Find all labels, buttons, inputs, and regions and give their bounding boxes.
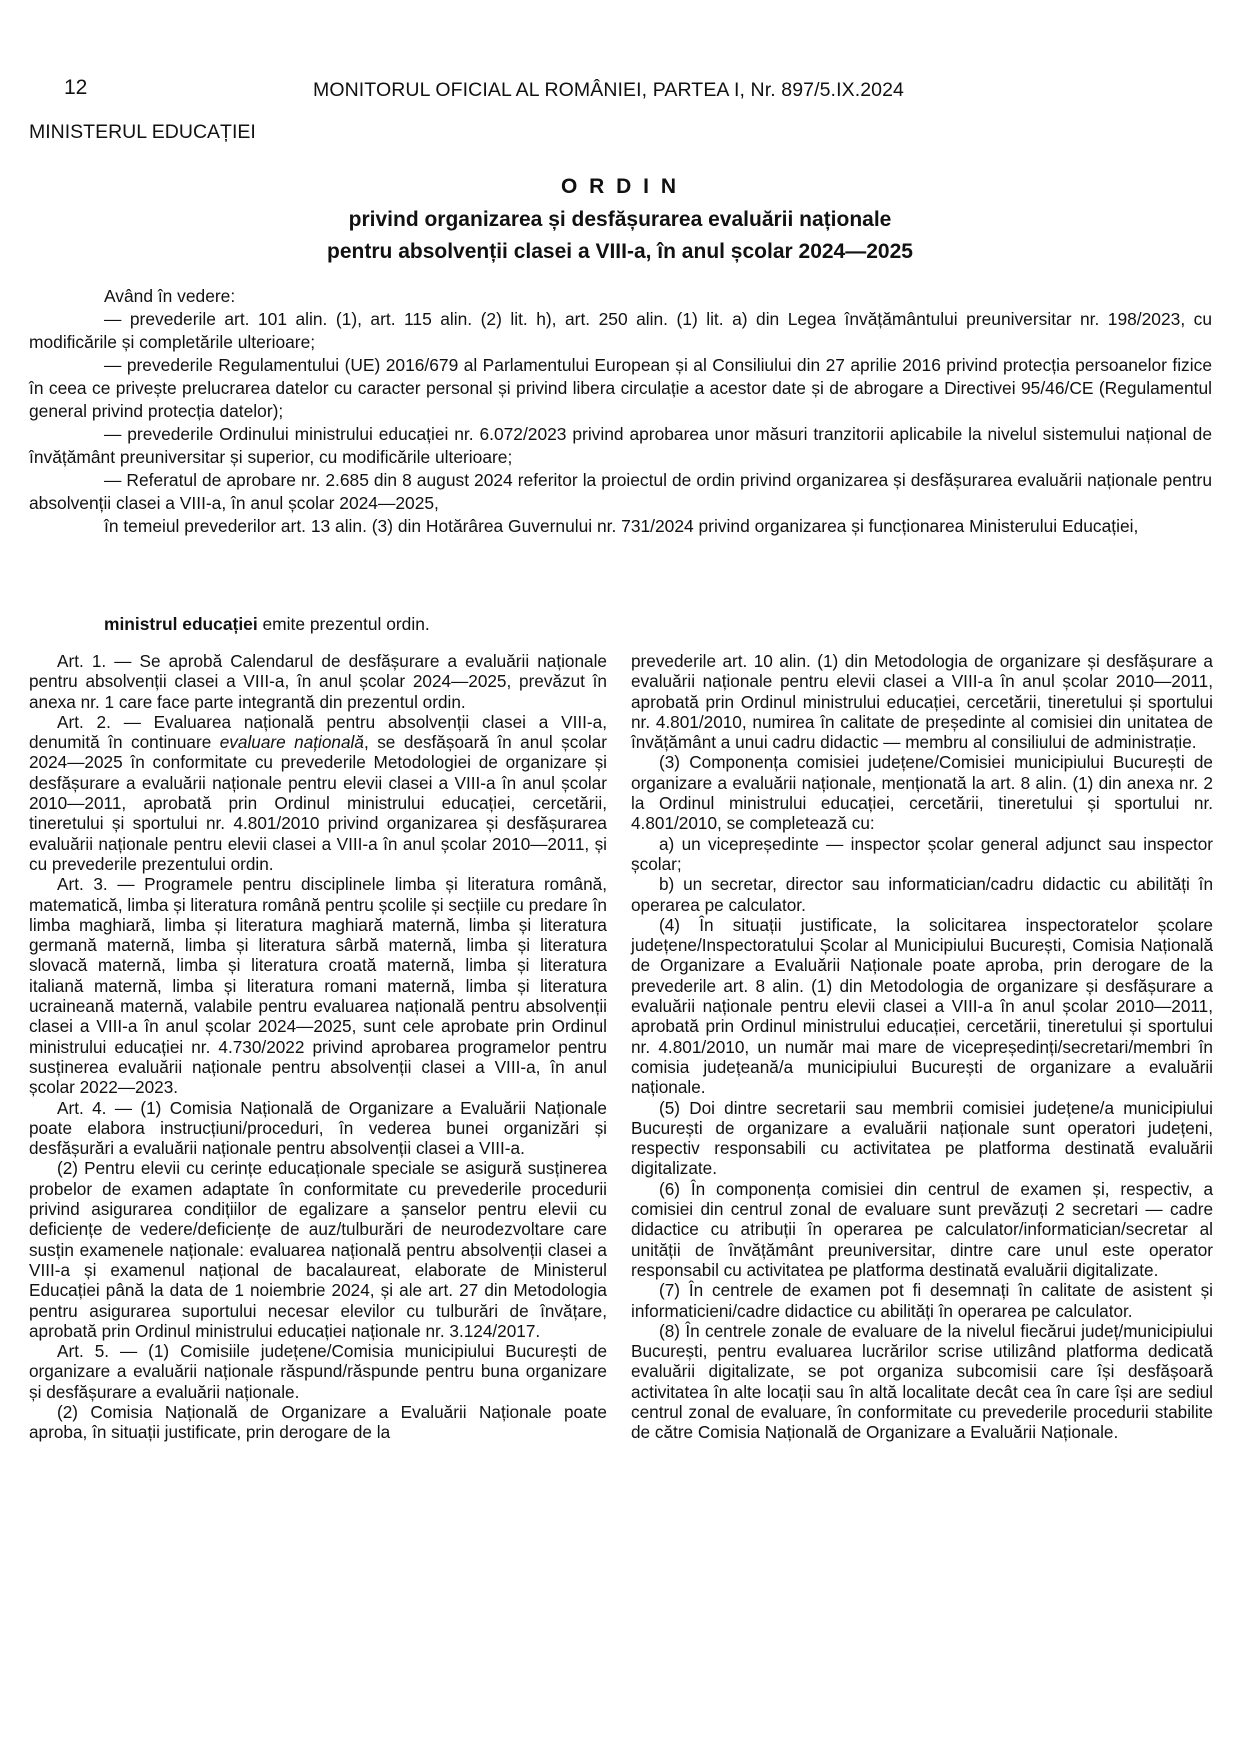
article-5-paragraph-3-b: b) un secretar, director sau informatician/cadru didactic cu abilități în operarea pe calculator. [631, 874, 1213, 915]
article-5-paragraph-8: (8) În centrele zonale de evaluare de la nivelul fiecărui județ/municipiului București, pentru evaluarea lucrărilor scrise utilizând platforma dedicată evaluării digitalizate, se pot organiza subcomisii care își desfășoară activitatea în alte locații sau în altă localitate decât cea în care își are sediul centrul zonal de evaluare, în conformitate cu prevederile procedurii stabilite de către Comisia Națională de Organizare a Evaluării Naționale. [631, 1320, 1213, 1443]
running-head: MONITORUL OFICIAL AL ROMÂNIEI, PARTEA I, Nr. 897/5.IX.2024 [313, 79, 904, 101]
preamble-item: în temeiul prevederilor art. 13 alin. (3) din Hotărârea Guvernului nr. 731/2024 privind organizarea și funcționarea Ministerului Educației, [104, 516, 1139, 536]
issuing-clause-text: emite prezentul ordin. [257, 614, 430, 634]
issuing-clause [104, 614, 430, 635]
article-5-paragraph-3: (3) Componența comisiei județene/Comisiei municipiului București de organizare a evaluării naționale, menționată la art. 8 alin. (1) din anexa nr. 2 la Ordinul ministrului educației, cercetării, tineretului și sportului nr. 4.801/2010, se completează cu: [631, 752, 1213, 834]
article-2-text: Art. 2. — Evaluarea națională pentru absolvenții clasei a VIII-a, denumită în continuare [29, 711, 607, 753]
preamble-item: — prevederile Regulamentului (UE) 2016/679 al Parlamentului European și al Consiliului din 27 aprilie 2016 privind protecția persoanelor fizice în ceea ce privește prelucrarea datelor cu caracter personal și privind libera circulație a acestor date și de abrogare a Directivei 95/46/CE (Regulamentul general privind protecția datelor); [29, 355, 1212, 421]
issuing-institution: MINISTERUL EDUCAȚIEI [29, 121, 256, 143]
preamble-item: — Referatul de aprobare nr. 2.685 din 8 august 2024 referitor la proiectul de ordin privind organizarea și desfășurarea evaluării naționale pentru absolvenții clasei a VIII-a, în anul școlar 2024—2025, [29, 470, 1212, 513]
article-5-paragraph-4: (4) În situații justificate, la solicitarea inspectoratelor școlare județene/Inspectoratului Școlar al Municipiului București, Comisia Națională de Organizare a Evaluării Naționale poate aproba, prin derogare de la prevederile art. 8 alin. (1) din Metodologia de organizare și desfășurare a evaluării naționale pentru elevii clasei a VIII-a în anul școlar 2010—2011, aprobată prin Ordinul ministrului educației, cercetării, tineretului și sportului nr. 4.801/2010, un număr mai mare de vicepreședinți/secretari/membri în comisia județeană/a municipiului București de organizare a evaluării naționale. [631, 914, 1213, 1098]
article-5-paragraph-3-a: a) un vicepreședinte — inspector școlar general adjunct sau inspector școlar; [631, 833, 1213, 874]
preamble-intro: Având în vedere: [104, 286, 236, 306]
article-4-paragraph-1: Art. 4. — (1) Comisia Națională de Organizare a Evaluării Naționale poate elabora instrucțiuni/proceduri, în vederea bunei organizări și desfășurări a evaluării naționale pentru absolvenții clasei a VIII-a. [29, 1097, 607, 1159]
article-5-paragraph-2: (2) Comisia Națională de Organizare a Evaluării Naționale poate aproba, în situații justificate, prin derogare de la [29, 1401, 607, 1443]
article-2-defined-term: evaluare națională [219, 732, 364, 753]
article-4-paragraph-2: (2) Pentru elevii cu cerințe educaționale speciale se asigură susținerea probelor de examen adaptate în conformitate cu prevederile procedurii privind asigurarea condițiilor de egalizare a șanselor pentru elevii cu deficiențe de vedere/deficiențe de auz/tulburări de neurodezvoltare care susțin examenele naționale: evaluarea națională pentru absolvenții clasei a VIII-a și examenul național de bacalaureat, elaborate de Ministerul Educației până la data de 1 noiembrie 2024, și ale art. 27 din Metodologia pentru asigurarea suportului necesar elevilor cu tulburări de învățare, aprobată prin Ordinul ministrului educației naționale nr. 3.124/2017. [29, 1158, 607, 1341]
article-5-paragraph-2-cont: prevederile art. 10 alin. (1) din Metodologia de organizare și desfășurare a evaluării naționale pentru elevii clasei a VIII-a în anul școlar 2010—2011, aprobată prin Ordinul ministrului educației, cercetării, tineretului și sportului nr. 4.801/2010, numirea în calitate de președinte al comisiei din unitatea de învățământ a unui cadru didactic — membru al consiliului de administrație. [631, 651, 1213, 753]
preamble [29, 285, 1212, 538]
article-2 [29, 712, 607, 874]
document-subtitle-line-1: privind organizarea și desfășurarea evaluării naționale [348, 208, 892, 231]
article-2-text-cont: , se desfășoară în anul școlar 2024—2025 în conformitate cu prevederile Metodologiei de organizare și desfășurare a evaluării naționale pentru elevii clasei a VIII-a în anul școlar 2010—2011, aprobată prin Ordinul ministrului educației, cercetării, tineretului și sportului nr. 4.801/2010 privind organizarea și desfășurarea evaluării naționale pentru elevii clasei a VIII-a în anul școlar 2010—2011, și cu prevederile prezentului ordin. [29, 732, 607, 874]
preamble-item: — prevederile art. 101 alin. (1), art. 115 alin. (2) lit. h), art. 250 alin. (1) lit. a) din Legea învățământului preuniversitar nr. 198/2023, cu modificările și completările ulterioare; [29, 309, 1212, 352]
page-number: 12 [64, 76, 88, 99]
article-1: Art. 1. — Se aprobă Calendarul de desfășurare a evaluării naționale pentru absolvenții clasei a VIII-a, în anul școlar 2024—2025, prevăzut în anexa nr. 1 care face parte integrantă din prezentul ordin. [29, 651, 607, 712]
article-5-paragraph-7: (7) În centrele de examen pot fi desemnați în calitate de asistent și informaticieni/cadre didactice cu abilități în operarea pe calculator. [631, 1280, 1213, 1321]
left-column [29, 651, 607, 1716]
preamble-item: — prevederile Ordinului ministrului educației nr. 6.072/2023 privind aprobarea unor măsuri tranzitorii aplicabile la nivelul sistemului național de învățământ preuniversitar și superior, cu modificările ulterioare; [29, 424, 1212, 467]
article-5-paragraph-6: (6) În componența comisiei din centrul de examen și, respectiv, a comisiei din centrul zonal de evaluare sunt prevăzuți 2 secretari — cadre didactice cu atribuții în operarea pe calculator/informatician/secretar al unității de învățământ preuniversitar, dintre care unul este operator responsabil cu activitatea pe platforma destinată evaluării digitalizate. [631, 1178, 1213, 1280]
right-column [631, 651, 1213, 1716]
issuing-authority: ministrul educației [104, 614, 258, 634]
article-5-paragraph-5: (5) Doi dintre secretarii sau membrii comisiei județene/a municipiului București de organizare a evaluării naționale sunt operatori județeni, respectiv responsabili cu activitatea pe platforma destinată evaluării digitalizate. [631, 1097, 1213, 1179]
article-3: Art. 3. — Programele pentru disciplinele limba și literatura română, matematică, limba și literatura română pentru școlile și secțiile cu predare în limba maghiară, limba și literatura maghiară maternă, limba și literatura germană maternă, limba și literatura sârbă maternă, limba și literatura slovacă maternă, limba și literatura croată maternă, limba și literatura italiană maternă, limba și literatura romani maternă, limba și literatura ucraineană maternă, valabile pentru evaluarea națională pentru absolvenții clasei a VIII-a în anul școlar 2024—2025, sunt cele aprobate prin Ordinul ministrului educației nr. 4.730/2022 privind aprobarea programelor pentru susținerea evaluării naționale pentru absolvenții clasei a VIII-a, în anul școlar 2022—2023. [29, 874, 607, 1098]
document-subtitle-line-2: pentru absolvenții clasei a VIII-a, în anul școlar 2024—2025 [327, 240, 913, 263]
article-5-paragraph-1: Art. 5. — (1) Comisiile județene/Comisia municipiului București de organizare a evaluării naționale răspund/răspunde pentru buna organizare și desfășurare a evaluării naționale. [29, 1341, 607, 1402]
document-title: O R D I N [560, 175, 679, 198]
